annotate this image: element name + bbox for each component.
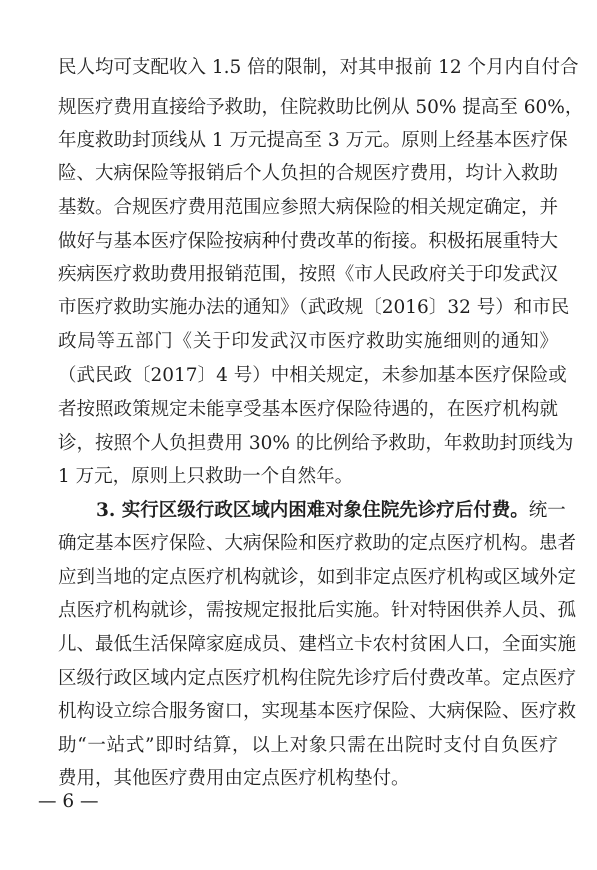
section-heading-line (96, 500, 566, 521)
body-text-line: 点医疗机构就诊，需按规定报批后实施。针对特困供养人员、孤 (58, 600, 577, 621)
body-text-line: 区级行政区域内定点医疗机构住院先诊疗后付费改革。定点医疗 (58, 668, 577, 689)
body-text-line: 儿、最低生活保障家庭成员、建档立卡农村贫困人口，全面实施 (58, 634, 577, 655)
body-text-fragment: 统一 (528, 500, 566, 521)
body-text-line: 民人均可支配收入 1.5 倍的限制，对其申报前 12 个月内自付合 (58, 57, 579, 78)
body-text-line: 政局等五部门《关于印发武汉市医疗救助实施细则的通知》 (58, 331, 558, 352)
body-text-line: 规医疗费用直接给予救助，住院救助比例从 50% 提高至 60%， (58, 97, 584, 118)
body-text-line: 年度救助封顶线从 1 万元提高至 3 万元。原则上经基本医疗保 (58, 130, 568, 151)
body-text-line: 诊，按照个人负担费用 30% 的比例给予救助，年救助封顶线为 (58, 433, 574, 454)
body-text-line: 1 万元，原则上只救助一个自然年。 (58, 466, 354, 487)
body-text-line: （武民政〔2017〕4 号）中相关规定，未参加基本医疗保险或 (58, 365, 567, 386)
section-heading: 3. 实行区级行政区域内困难对象住院先诊疗后付费。 (96, 500, 529, 521)
body-text-line: 险、大病保险等报销后个人负担的合规医疗费用，均计入救助 (58, 163, 558, 184)
body-text-line: 助“一站式”即时结算，以上对象只需在出院时支付自负医疗 (58, 735, 558, 756)
body-text-line: 做好与基本医疗保险按病种付费改革的衔接。积极拓展重特大 (58, 231, 558, 252)
body-text-line: 基数。合规医疗费用范围应参照大病保险的相关规定确定，并 (58, 197, 558, 218)
body-text-line: 疾病医疗救助费用报销范围，按照《市人民政府关于印发武汉 (58, 264, 558, 285)
body-text-line: 机构设立综合服务窗口，实现基本医疗保险、大病保险、医疗救 (58, 701, 577, 722)
body-text-line: 费用，其他医疗费用由定点医疗机构垫付。 (58, 768, 410, 789)
body-text-line: 应到当地的定点医疗机构就诊，如到非定点医疗机构或区域外定 (58, 567, 577, 588)
body-text-line: 确定基本医疗保险、大病保险和医疗救助的定点医疗机构。患者 (58, 533, 577, 554)
body-text-line: 者按照政策规定未能享受基本医疗保险待遇的，在医疗机构就 (58, 399, 558, 420)
body-text-line: 市医疗救助实施办法的通知》（武政规〔2016〕32 号）和市民 (58, 297, 570, 318)
page-number: — 6 — (38, 791, 99, 812)
